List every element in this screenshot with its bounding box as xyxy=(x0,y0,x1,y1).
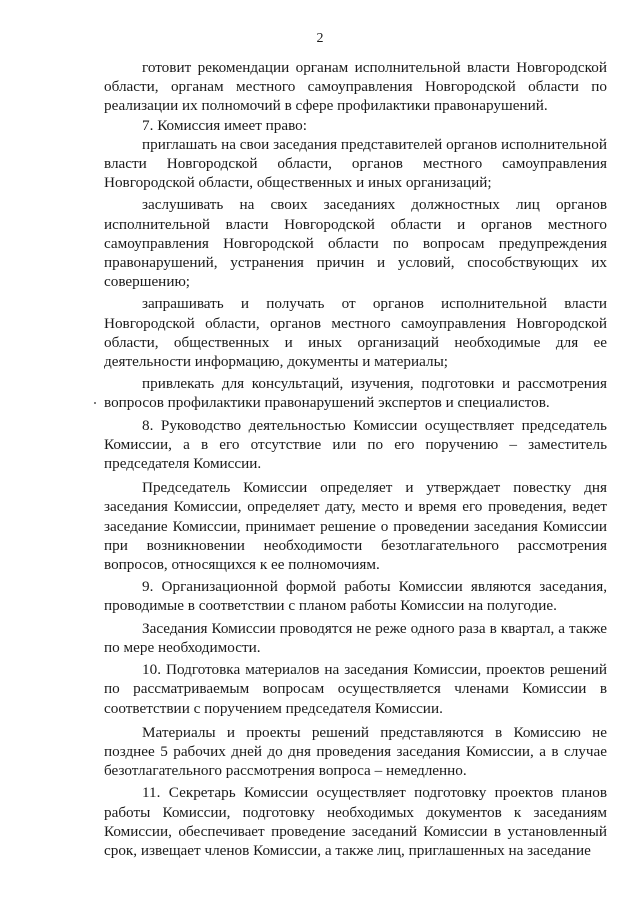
paragraph-section-8-leadership: 8. Руководство деятельностью Комиссии осуществляет председатель Комиссии, а в его отсутствие или по его поручению – заместитель председателя Комиссии. xyxy=(104,416,607,473)
paragraph-request-information: запрашивать и получать от органов исполнительной власти Новгородской области, органов местного самоуправления Новгородской области, общественных и иных организаций необходимые для ее деятельности информацию, документы и материалы; xyxy=(104,295,607,371)
paragraph-involve-experts: привлекать для консультаций, изучения, подготовки и рассмотрения вопросов профилактики правонарушений экспертов и специалистов. xyxy=(104,375,607,412)
document-body xyxy=(104,58,607,860)
paragraph-hear-officials: заслушивать на своих заседаниях должностных лиц органов исполнительной власти Новгородской области и органов местного самоуправления Новгородской области по вопросам предупреждения правонарушений, устранения причин и условий, способствующих их совершению; xyxy=(104,196,607,291)
paragraph-meeting-frequency: Заседания Комиссии проводятся не реже одного раза в квартал, а также по мере необходимости. xyxy=(104,619,607,656)
paragraph-section-9-meetings: 9. Организационной формой работы Комиссии являются заседания, проводимые в соответствии с планом работы Комиссии на полугодие. xyxy=(104,578,607,615)
paragraph-section-7-heading: 7. Комиссия имеет право: xyxy=(142,116,307,134)
paragraph-materials-deadline: Материалы и проекты решений представляются в Комиссию не позднее 5 рабочих дней до дня проведения заседания Комиссии, а в случае безотлагательного рассмотрения вопроса – немедленно. xyxy=(104,723,607,780)
paragraph-invite-representatives: приглашать на свои заседания представителей органов исполнительной власти Новгородской области, органов местного самоуправления Новгородской области, общественных и иных организаций; xyxy=(104,135,607,192)
paragraph-section-10-materials: 10. Подготовка материалов на заседания Комиссии, проектов решений по рассматриваемым вопросам осуществляется членами Комиссии в соответствии с поручением председателя Комиссии. xyxy=(104,661,607,717)
scan-speck xyxy=(94,402,96,404)
paragraph-recommendations: готовит рекомендации органам исполнительной власти Новгородской области, органам местного самоуправления Новгородской области по реализации их полномочий в сфере профилактики правонарушений. xyxy=(104,59,607,115)
paragraph-chairman-duties: Председатель Комиссии определяет и утверждает повестку дня заседания Комиссии, определяет дату, место и время его проведения, ведет заседание Комиссии, принимает решение о проведении заседания Комиссии при возникновении необходимости безотлагательного рассмотрения вопросов, относящихся к ее полномочиям. xyxy=(104,479,607,574)
paragraph-section-11-secretary: 11. Секретарь Комиссии осуществляет подготовку проектов планов работы Комиссии, подготовку необходимых документов к заседаниям Комиссии, обеспечивает проведение заседаний Комиссии в установленный срок, извещает членов Комиссии, а также лиц, приглашенных на заседание xyxy=(104,784,607,859)
page-number: 2 xyxy=(316,31,324,46)
